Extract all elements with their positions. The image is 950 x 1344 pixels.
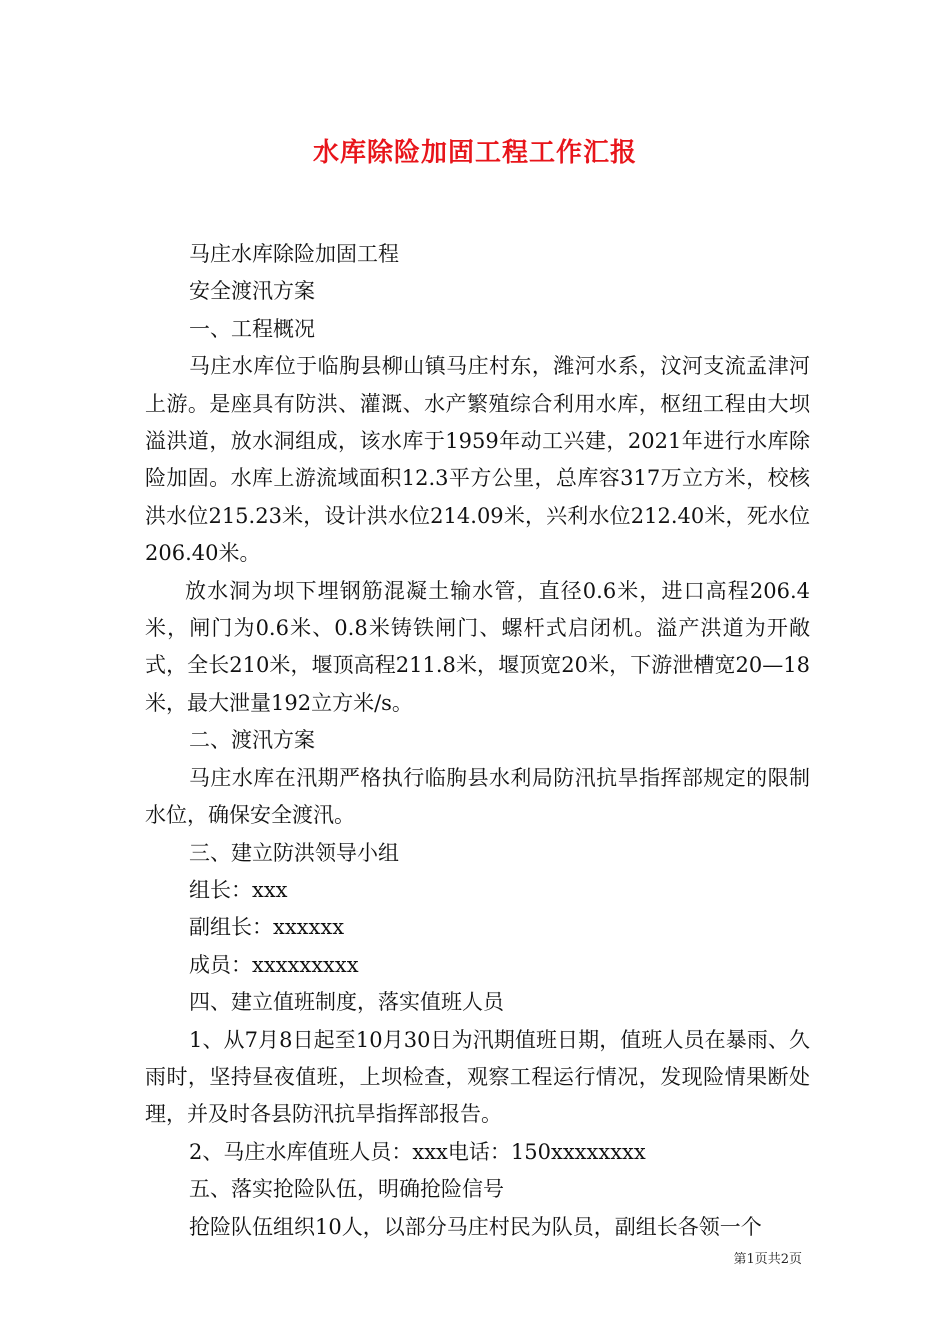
document-title: 水库除险加固工程工作汇报 xyxy=(312,138,637,168)
paragraph-flood-plan: 马庄水库在汛期严格执行临朐县水利局防汛抗旱指挥部规定的限制水位，确保安全渡汛。 xyxy=(145,765,810,828)
paragraph-project-name: 马庄水库除险加固工程 xyxy=(189,242,399,266)
heading-rescue-team: 五、落实抢险队伍，明确抢险信号 xyxy=(189,1177,504,1202)
heading-flood-plan: 二、渡汛方案 xyxy=(189,728,315,753)
paragraph-rescue-team: 抢险队伍组织10人，以部分马庄村民为队员，副组长各领一个 xyxy=(189,1214,762,1239)
paragraph-leader: 组长：xxx xyxy=(189,877,288,902)
heading-overview: 一、工程概况 xyxy=(189,316,315,341)
heading-duty-system: 四、建立值班制度，落实值班人员 xyxy=(189,990,504,1015)
paragraph-overview: 马庄水库位于临朐县柳山镇马庄村东，潍河水系，汶河支流孟津河上游。是座具有防洪、灌溉、水产繁殖综合利用水库，枢纽工程由大坝溢洪道，放水洞组成，该水库于1959年动工兴建，2021年进行水库除险加固。水库上游流域面积12.3平方公里，总库容317万立方米，校核洪水位215.23米，设计洪水位214.09米，兴利水位212.40米，死水位206.40米。 xyxy=(145,354,810,566)
page-number: 第1页共2页 xyxy=(733,1252,802,1267)
paragraph-plan-name: 安全渡汛方案 xyxy=(189,279,315,304)
paragraph-members: 成员：xxxxxxxxx xyxy=(189,952,359,977)
heading-leadership: 三、建立防洪领导小组 xyxy=(189,840,399,865)
paragraph-duty-period: 1、从7月8日起至10月30日为汛期值班日期，值班人员在暴雨、久雨时，坚持昼夜值班，上坝检查，观察工程运行情况，发现险情果断处理，并及时各县防汛抗旱指挥部报告。 xyxy=(145,1027,810,1127)
paragraph-outlet: 放水洞为坝下埋钢筋混凝土输水管，直径0.6米，进口高程206.4米，闸门为0.6米、0.8米铸铁闸门、螺杆式启闭机。溢产洪道为开敞式，全长210米，堰顶高程211.8米，堰顶宽20米，下游泄槽宽20—18米，最大泄量192立方米/s。 xyxy=(145,578,810,715)
paragraph-deputy-leader: 副组长：xxxxxx xyxy=(189,915,345,940)
document-body xyxy=(145,236,810,1246)
paragraph-duty-staff: 2、马庄水库值班人员：xxx电话：150xxxxxxxx xyxy=(189,1139,646,1164)
